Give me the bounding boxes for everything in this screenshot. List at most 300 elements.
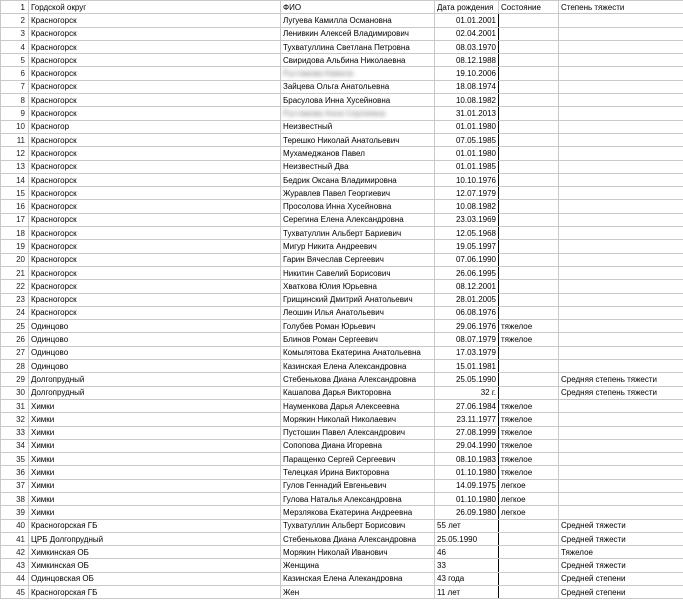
fio-cell[interactable]: Стебенькова Диана Александровна [281, 373, 435, 386]
district-cell[interactable]: Красногорск [29, 173, 281, 186]
fio-cell[interactable]: Ленивкин Алексей Владимирович [281, 27, 435, 40]
row-number-cell[interactable]: 42 [1, 546, 29, 559]
table-row [1, 107, 683, 120]
birth-date-cell[interactable]: 25.05.1990 [435, 373, 499, 386]
district-cell[interactable]: Красногорск [29, 147, 281, 160]
birth-date-cell[interactable]: 27.08.1999 [435, 426, 499, 439]
fio-cell[interactable]: Тухватуллин Альберт Борисович [281, 519, 435, 532]
birth-date-cell[interactable]: 11 лет [435, 586, 499, 599]
birth-date-cell[interactable]: 01.01.1985 [435, 160, 499, 173]
birth-date-cell[interactable]: 23.11.1977 [435, 413, 499, 426]
row-number-cell[interactable]: 28 [1, 360, 29, 373]
fio-cell[interactable]: Науменкова Дарья Алексеевна [281, 399, 435, 412]
row-number-cell[interactable]: 1 [1, 1, 29, 14]
row-number-cell[interactable]: 33 [1, 426, 29, 439]
state-cell[interactable] [499, 293, 559, 306]
severity-cell[interactable] [559, 439, 683, 452]
birth-date-cell[interactable]: 07.06.1990 [435, 253, 499, 266]
severity-cell[interactable] [559, 320, 683, 333]
severity-cell[interactable] [559, 479, 683, 492]
fio-cell[interactable]: Казинская Елена Алекандровна [281, 572, 435, 585]
district-cell[interactable]: Красногорск [29, 200, 281, 213]
birth-date-cell[interactable]: 12.05.1968 [435, 227, 499, 240]
birth-date-cell[interactable]: 26.09.1980 [435, 506, 499, 519]
table-row [1, 187, 683, 200]
table-row [1, 413, 683, 426]
district-cell[interactable]: Красногорск [29, 187, 281, 200]
severity-cell[interactable]: Средней тяжести [559, 559, 683, 572]
district-cell[interactable]: Химки [29, 439, 281, 452]
birth-date-cell[interactable]: 29.04.1990 [435, 439, 499, 452]
birth-date-cell[interactable]: 02.04.2001 [435, 27, 499, 40]
row-number-cell[interactable]: 34 [1, 439, 29, 452]
birth-date-cell[interactable]: 06.08.1976 [435, 306, 499, 319]
district-cell[interactable]: Красногорск [29, 266, 281, 279]
birth-date-cell[interactable]: 19.10.2006 [435, 67, 499, 80]
state-cell[interactable]: тяжелое [499, 426, 559, 439]
row-number-cell[interactable]: 11 [1, 133, 29, 146]
row-number-cell[interactable]: 35 [1, 453, 29, 466]
table-row [1, 572, 683, 585]
fio-cell[interactable]: Бедрик Оксана Владимировна [281, 173, 435, 186]
district-cell[interactable]: Химки [29, 453, 281, 466]
severity-cell[interactable] [559, 200, 683, 213]
row-number-cell[interactable]: 5 [1, 54, 29, 67]
district-cell[interactable]: Красногорская ГБ [29, 519, 281, 532]
row-number-cell[interactable]: 2 [1, 14, 29, 27]
district-cell[interactable]: Одинцовская ОБ [29, 572, 281, 585]
district-cell[interactable]: Красногорск [29, 227, 281, 240]
state-cell[interactable] [499, 80, 559, 93]
fio-cell[interactable]: Хваткова Юлия Юрьевна [281, 280, 435, 293]
row-number-cell[interactable]: 43 [1, 559, 29, 572]
severity-cell[interactable] [559, 492, 683, 505]
severity-cell[interactable] [559, 14, 683, 27]
row-number-cell[interactable]: 39 [1, 506, 29, 519]
table-row [1, 519, 683, 532]
state-cell[interactable] [499, 240, 559, 253]
birth-date-cell[interactable]: 01.10.1980 [435, 492, 499, 505]
severity-cell[interactable] [559, 54, 683, 67]
table-row [1, 346, 683, 359]
fio-cell[interactable]: Лугуева Камилла Османовна [281, 14, 435, 27]
state-cell[interactable] [499, 160, 559, 173]
state-cell[interactable] [499, 147, 559, 160]
header-state[interactable]: Состояние [499, 1, 559, 14]
severity-cell[interactable] [559, 27, 683, 40]
state-cell[interactable] [499, 14, 559, 27]
fio-cell[interactable]: Морякин Николай Иванович [281, 546, 435, 559]
table-row [1, 333, 683, 346]
row-number-cell[interactable]: 21 [1, 266, 29, 279]
state-cell[interactable] [499, 306, 559, 319]
state-cell[interactable]: тяжелое [499, 333, 559, 346]
state-cell[interactable]: тяжелое [499, 320, 559, 333]
header-fio[interactable]: ФИО [281, 1, 435, 14]
district-cell[interactable]: Химки [29, 413, 281, 426]
fio-cell[interactable]: Неизвестный [281, 120, 435, 133]
birth-date-cell[interactable]: 27.06.1984 [435, 399, 499, 412]
severity-cell[interactable] [559, 240, 683, 253]
fio-cell[interactable]: Паращенко Сергей Сергеевич [281, 453, 435, 466]
district-cell[interactable]: Одинцово [29, 333, 281, 346]
table-row [1, 439, 683, 452]
row-number-cell[interactable]: 13 [1, 160, 29, 173]
state-cell[interactable]: легкое [499, 479, 559, 492]
district-cell[interactable]: Химкинская ОБ [29, 546, 281, 559]
severity-cell[interactable]: Средняя степень тяжести [559, 386, 683, 399]
birth-date-cell[interactable]: 43 года [435, 572, 499, 585]
row-number-cell[interactable]: 9 [1, 107, 29, 120]
fio-cell[interactable]: Мерзлякова Екатерина Андреевна [281, 506, 435, 519]
birth-date-cell[interactable]: 10.10.1976 [435, 173, 499, 186]
fio-cell[interactable]: Телецкая Ирина Викторовна [281, 466, 435, 479]
header-severity[interactable]: Степень тяжести [559, 1, 683, 14]
state-cell[interactable] [499, 120, 559, 133]
birth-date-cell[interactable]: 12.07.1979 [435, 187, 499, 200]
severity-cell[interactable] [559, 107, 683, 120]
table-row [1, 213, 683, 226]
district-cell[interactable]: Химки [29, 506, 281, 519]
state-cell[interactable]: тяжелое [499, 413, 559, 426]
severity-cell[interactable] [559, 506, 683, 519]
row-number-cell[interactable]: 27 [1, 346, 29, 359]
row-number-cell[interactable]: 40 [1, 519, 29, 532]
state-cell[interactable] [499, 360, 559, 373]
fio-cell[interactable]: Комылятова Екатерина Анатольевна [281, 346, 435, 359]
severity-cell[interactable] [559, 333, 683, 346]
row-number-cell[interactable]: 23 [1, 293, 29, 306]
state-cell[interactable] [499, 519, 559, 532]
row-number-cell[interactable]: 32 [1, 413, 29, 426]
severity-cell[interactable]: Средней степени [559, 572, 683, 585]
fio-cell[interactable]: Жен [281, 586, 435, 599]
birth-date-cell[interactable]: 33 [435, 559, 499, 572]
fio-cell[interactable]: Просолова Инна Хусейновна [281, 200, 435, 213]
district-cell[interactable]: Красногорск [29, 240, 281, 253]
district-cell[interactable]: Красногорск [29, 67, 281, 80]
row-number-cell[interactable]: 19 [1, 240, 29, 253]
fio-cell[interactable]: Тухватуллина Светлана Петровна [281, 40, 435, 53]
state-cell[interactable]: тяжелое [499, 439, 559, 452]
severity-cell[interactable] [559, 399, 683, 412]
state-cell[interactable] [499, 200, 559, 213]
birth-date-cell[interactable]: 07.05.1985 [435, 133, 499, 146]
severity-cell[interactable]: Средней тяжести [559, 519, 683, 532]
fio-cell[interactable]: Журавлев Павел Георгиевич [281, 187, 435, 200]
row-number-cell[interactable]: 44 [1, 572, 29, 585]
row-number-cell[interactable]: 15 [1, 187, 29, 200]
fio-cell[interactable]: Мигур Никита Андреевич [281, 240, 435, 253]
state-cell[interactable] [499, 107, 559, 120]
state-cell[interactable]: тяжелое [499, 399, 559, 412]
severity-cell[interactable] [559, 67, 683, 80]
district-cell[interactable]: Красногорск [29, 133, 281, 146]
severity-cell[interactable] [559, 293, 683, 306]
severity-cell[interactable]: Средней тяжести [559, 532, 683, 545]
row-number-cell[interactable]: 7 [1, 80, 29, 93]
table-row [1, 546, 683, 559]
birth-date-cell[interactable]: 01.01.2001 [435, 14, 499, 27]
severity-cell[interactable] [559, 227, 683, 240]
table-row [1, 492, 683, 505]
table-row [1, 386, 683, 399]
district-cell[interactable]: Красногорск [29, 306, 281, 319]
table-row [1, 120, 683, 133]
birth-date-cell[interactable]: 10.08.1982 [435, 94, 499, 107]
district-cell[interactable]: Долгопрудный [29, 386, 281, 399]
severity-cell[interactable] [559, 266, 683, 279]
fio-cell[interactable]: Блинов Роман Сергеевич [281, 333, 435, 346]
severity-cell[interactable] [559, 187, 683, 200]
row-number-cell[interactable]: 45 [1, 586, 29, 599]
table-row [1, 320, 683, 333]
state-cell[interactable]: тяжелое [499, 453, 559, 466]
birth-date-cell[interactable]: 01.10.1980 [435, 466, 499, 479]
fio-cell[interactable]: Мухамеджанов Павел [281, 147, 435, 160]
district-cell[interactable]: Одинцово [29, 346, 281, 359]
table-row [1, 40, 683, 53]
state-cell[interactable] [499, 213, 559, 226]
severity-cell[interactable] [559, 426, 683, 439]
state-cell[interactable] [499, 546, 559, 559]
birth-date-cell[interactable]: 23.03.1969 [435, 213, 499, 226]
severity-cell[interactable] [559, 80, 683, 93]
fio-cell[interactable]: Терешко Николай Анатольевич [281, 133, 435, 146]
birth-date-cell[interactable]: 26.06.1995 [435, 266, 499, 279]
district-cell[interactable]: ЦРБ Долгопрудный [29, 532, 281, 545]
fio-cell[interactable]: Кашапова Дарья Викторовна [281, 386, 435, 399]
severity-cell[interactable] [559, 346, 683, 359]
birth-date-cell[interactable]: 55 лет [435, 519, 499, 532]
state-cell[interactable] [499, 227, 559, 240]
fio-cell[interactable]: Сопопова Диана Игоревна [281, 439, 435, 452]
fio-cell[interactable]: Пустошин Павел Александрович [281, 426, 435, 439]
state-cell[interactable] [499, 346, 559, 359]
fio-cell[interactable]: Морякин Николай Николаевич [281, 413, 435, 426]
severity-cell[interactable] [559, 147, 683, 160]
district-cell[interactable]: Красногорская ГБ [29, 586, 281, 599]
severity-cell[interactable] [559, 280, 683, 293]
state-cell[interactable] [499, 94, 559, 107]
row-number-cell[interactable]: 18 [1, 227, 29, 240]
district-cell[interactable]: Красногорск [29, 280, 281, 293]
district-cell[interactable]: Красногорск [29, 94, 281, 107]
district-cell[interactable]: Красногорск [29, 40, 281, 53]
district-cell[interactable]: Химки [29, 466, 281, 479]
row-number-cell[interactable]: 6 [1, 67, 29, 80]
district-cell[interactable]: Красногорск [29, 160, 281, 173]
state-cell[interactable] [499, 40, 559, 53]
severity-cell[interactable] [559, 160, 683, 173]
fio-cell[interactable]: Тухватуллин Альберт Бариевич [281, 227, 435, 240]
fio-cell[interactable]: Гарин Вячеслав Сергеевич [281, 253, 435, 266]
district-cell[interactable]: Химкинская ОБ [29, 559, 281, 572]
state-cell[interactable] [499, 373, 559, 386]
fio-cell[interactable]: Голубев Роман Юрьевич [281, 320, 435, 333]
row-number-cell[interactable]: 10 [1, 120, 29, 133]
district-cell[interactable]: Красногорск [29, 80, 281, 93]
birth-date-cell[interactable]: 18.08.1974 [435, 80, 499, 93]
state-cell[interactable] [499, 54, 559, 67]
fio-cell[interactable]: Серегина Елена Александровна [281, 213, 435, 226]
district-cell[interactable]: Красногорск [29, 253, 281, 266]
state-cell[interactable] [499, 586, 559, 599]
severity-cell[interactable]: Средней степени [559, 586, 683, 599]
birth-date-cell[interactable]: 17.03.1979 [435, 346, 499, 359]
row-number-cell[interactable]: 3 [1, 27, 29, 40]
row-number-cell[interactable]: 30 [1, 386, 29, 399]
table-row [1, 399, 683, 412]
state-cell[interactable] [499, 266, 559, 279]
district-cell[interactable]: Красногорск [29, 14, 281, 27]
severity-cell[interactable] [559, 306, 683, 319]
row-number-cell[interactable]: 36 [1, 466, 29, 479]
birth-date-cell[interactable]: 29.06.1976 [435, 320, 499, 333]
birth-date-cell[interactable]: 15.01.1981 [435, 360, 499, 373]
fio-cell[interactable]: Казинская Елена Александровна [281, 360, 435, 373]
row-number-cell[interactable]: 26 [1, 333, 29, 346]
table-row [1, 27, 683, 40]
table-row [1, 147, 683, 160]
table-row [1, 80, 683, 93]
severity-cell[interactable]: Тяжелое [559, 546, 683, 559]
row-number-cell[interactable]: 41 [1, 532, 29, 545]
state-cell[interactable] [499, 572, 559, 585]
birth-date-cell[interactable]: 32 г. [435, 386, 499, 399]
district-cell[interactable]: Красногор [29, 120, 281, 133]
table-row [1, 160, 683, 173]
header-district[interactable]: Гордской округ [29, 1, 281, 14]
table-row [1, 559, 683, 572]
district-cell[interactable]: Красногорск [29, 107, 281, 120]
birth-date-cell[interactable]: 19.05.1997 [435, 240, 499, 253]
row-number-cell[interactable]: 37 [1, 479, 29, 492]
fio-cell[interactable]: Зайцева Ольга Анатольевна [281, 80, 435, 93]
row-number-cell[interactable]: 12 [1, 147, 29, 160]
severity-cell[interactable] [559, 413, 683, 426]
row-number-cell[interactable]: 29 [1, 373, 29, 386]
row-number-cell[interactable]: 17 [1, 213, 29, 226]
state-cell[interactable] [499, 133, 559, 146]
birth-date-cell[interactable]: 46 [435, 546, 499, 559]
district-cell[interactable]: Долгопрудный [29, 373, 281, 386]
row-number-cell[interactable]: 8 [1, 94, 29, 107]
state-cell[interactable]: тяжелое [499, 466, 559, 479]
fio-cell[interactable]: Гулов Геннадий Евгеньевич [281, 479, 435, 492]
table-row [1, 14, 683, 27]
birth-date-cell[interactable]: 01.01.1980 [435, 120, 499, 133]
table-row [1, 133, 683, 146]
fio-cell[interactable]: Гулова Наталья Александровна [281, 492, 435, 505]
birth-date-cell[interactable]: 08.07.1979 [435, 333, 499, 346]
birth-date-cell[interactable]: 31.01.2013 [435, 107, 499, 120]
district-cell[interactable]: Одинцово [29, 360, 281, 373]
state-cell[interactable] [499, 27, 559, 40]
row-number-cell[interactable]: 24 [1, 306, 29, 319]
table-row [1, 200, 683, 213]
table-row [1, 227, 683, 240]
district-cell[interactable]: Химки [29, 399, 281, 412]
state-cell[interactable]: легкое [499, 506, 559, 519]
fio-cell[interactable]: Свиридова Альбина Николаевна [281, 54, 435, 67]
table-row [1, 253, 683, 266]
state-cell[interactable]: легкое [499, 492, 559, 505]
birth-date-cell[interactable]: 25.05.1990 [435, 532, 499, 545]
severity-cell[interactable] [559, 133, 683, 146]
severity-cell[interactable] [559, 40, 683, 53]
state-cell[interactable] [499, 67, 559, 80]
table-row [1, 67, 683, 80]
district-cell[interactable]: Красногорск [29, 54, 281, 67]
birth-date-cell[interactable]: 01.01.1980 [435, 147, 499, 160]
row-number-cell[interactable]: 31 [1, 399, 29, 412]
district-cell[interactable]: Химки [29, 492, 281, 505]
state-cell[interactable] [499, 559, 559, 572]
severity-cell[interactable] [559, 94, 683, 107]
fio-cell[interactable]: Рустамова Камила [281, 67, 435, 80]
state-cell[interactable] [499, 187, 559, 200]
district-cell[interactable]: Красногорск [29, 293, 281, 306]
birth-date-cell[interactable]: 08.10.1983 [435, 453, 499, 466]
row-number-cell[interactable]: 4 [1, 40, 29, 53]
state-cell[interactable] [499, 280, 559, 293]
row-number-cell[interactable]: 25 [1, 320, 29, 333]
state-cell[interactable] [499, 386, 559, 399]
severity-cell[interactable]: Средняя степень тяжести [559, 373, 683, 386]
severity-cell[interactable] [559, 360, 683, 373]
fio-cell[interactable]: Неизвестный Два [281, 160, 435, 173]
fio-cell[interactable]: Рустамова Анна Сергеевна [281, 107, 435, 120]
fio-cell[interactable]: Никитин Савелий Борисович [281, 266, 435, 279]
fio-cell[interactable]: Грищинский Дмитрий Анатольевич [281, 293, 435, 306]
row-number-cell[interactable]: 20 [1, 253, 29, 266]
district-cell[interactable]: Красногорск [29, 27, 281, 40]
row-number-cell[interactable]: 16 [1, 200, 29, 213]
district-cell[interactable]: Одинцово [29, 320, 281, 333]
row-number-cell[interactable]: 22 [1, 280, 29, 293]
row-number-cell[interactable]: 38 [1, 492, 29, 505]
table-row [1, 466, 683, 479]
row-number-cell[interactable]: 14 [1, 173, 29, 186]
table-row [1, 506, 683, 519]
fio-cell[interactable]: Леошин Илья Анатольевич [281, 306, 435, 319]
severity-cell[interactable] [559, 466, 683, 479]
birth-date-cell[interactable]: 28.01.2005 [435, 293, 499, 306]
district-cell[interactable]: Химки [29, 426, 281, 439]
severity-cell[interactable] [559, 173, 683, 186]
birth-date-cell[interactable]: 14.09.1975 [435, 479, 499, 492]
severity-cell[interactable] [559, 453, 683, 466]
district-cell[interactable]: Красногорск [29, 213, 281, 226]
header-birth-date[interactable]: Дата рождения [435, 1, 499, 14]
birth-date-cell[interactable]: 08.03.1970 [435, 40, 499, 53]
district-cell[interactable]: Химки [29, 479, 281, 492]
fio-cell[interactable]: Женщина [281, 559, 435, 572]
state-cell[interactable] [499, 173, 559, 186]
birth-date-cell[interactable]: 08.12.2001 [435, 280, 499, 293]
fio-cell[interactable]: Брасулова Инна Хусейновна [281, 94, 435, 107]
state-cell[interactable] [499, 253, 559, 266]
table-row [1, 266, 683, 279]
fio-cell[interactable]: Стебенькова Диана Александровна [281, 532, 435, 545]
severity-cell[interactable] [559, 253, 683, 266]
state-cell[interactable] [499, 532, 559, 545]
severity-cell[interactable] [559, 213, 683, 226]
birth-date-cell[interactable]: 08.12.1988 [435, 54, 499, 67]
birth-date-cell[interactable]: 10.08.1982 [435, 200, 499, 213]
severity-cell[interactable] [559, 120, 683, 133]
